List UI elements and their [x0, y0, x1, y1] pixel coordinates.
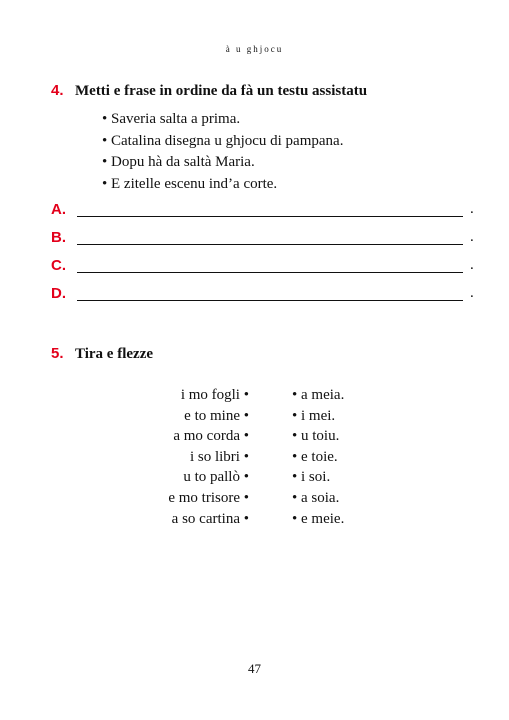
exercise-5-number: 5.: [51, 345, 64, 362]
answer-letter: C.: [51, 257, 66, 274]
match-left-item[interactable]: i so libri •: [168, 447, 249, 468]
sentence-list: [102, 109, 343, 195]
answer-period: .: [470, 257, 474, 273]
match-left-item[interactable]: a mo corda •: [168, 426, 249, 447]
match-right-column: [292, 385, 344, 529]
sentence-item: • Saveria salta a prima.: [102, 109, 343, 131]
match-left-column: [168, 385, 249, 529]
match-left-item[interactable]: i mo fogli •: [168, 385, 249, 406]
sentence-item: • Catalina disegna u ghjocu di pampana.: [102, 131, 343, 153]
answer-line[interactable]: [77, 300, 463, 301]
match-left-item[interactable]: u to pallò •: [168, 467, 249, 488]
answer-line[interactable]: [77, 216, 463, 217]
answer-period: .: [470, 285, 474, 301]
exercise-4-number: 4.: [51, 82, 64, 99]
match-left-item[interactable]: e mo trisore •: [168, 488, 249, 509]
match-right-item[interactable]: • u toiu.: [292, 426, 344, 447]
answer-row-a[interactable]: [51, 201, 474, 221]
match-right-item[interactable]: • i mei.: [292, 406, 344, 427]
answer-line[interactable]: [77, 244, 463, 245]
match-left-item[interactable]: e to mine •: [168, 406, 249, 427]
answer-row-d[interactable]: [51, 285, 474, 305]
match-right-item[interactable]: • e toie.: [292, 447, 344, 468]
match-right-item[interactable]: • e meie.: [292, 509, 344, 530]
exercise-5-heading: [51, 345, 153, 363]
answer-letter: A.: [51, 201, 66, 218]
sentence-item: • E zitelle escenu ind’a corte.: [102, 174, 343, 196]
answer-letter: D.: [51, 285, 66, 302]
match-right-item[interactable]: • i soi.: [292, 467, 344, 488]
match-right-item[interactable]: • a soia.: [292, 488, 344, 509]
answer-period: .: [470, 229, 474, 245]
match-left-item[interactable]: a so cartina •: [168, 509, 249, 530]
answer-letter: B.: [51, 229, 66, 246]
answer-line[interactable]: [77, 272, 463, 273]
exercise-4-heading: [51, 82, 367, 100]
exercise-5-title: Tira e flezze: [75, 346, 154, 362]
answer-row-c[interactable]: [51, 257, 474, 277]
page-number: 47: [248, 661, 261, 676]
exercise-4-title: Metti e frase in ordine da fà un testu assistatu: [75, 83, 368, 99]
running-header: à u ghjocu: [225, 44, 284, 54]
answer-period: .: [470, 201, 474, 217]
match-right-item[interactable]: • a meia.: [292, 385, 344, 406]
sentence-item: • Dopu hà da saltà Maria.: [102, 152, 343, 174]
answer-row-b[interactable]: [51, 229, 474, 249]
